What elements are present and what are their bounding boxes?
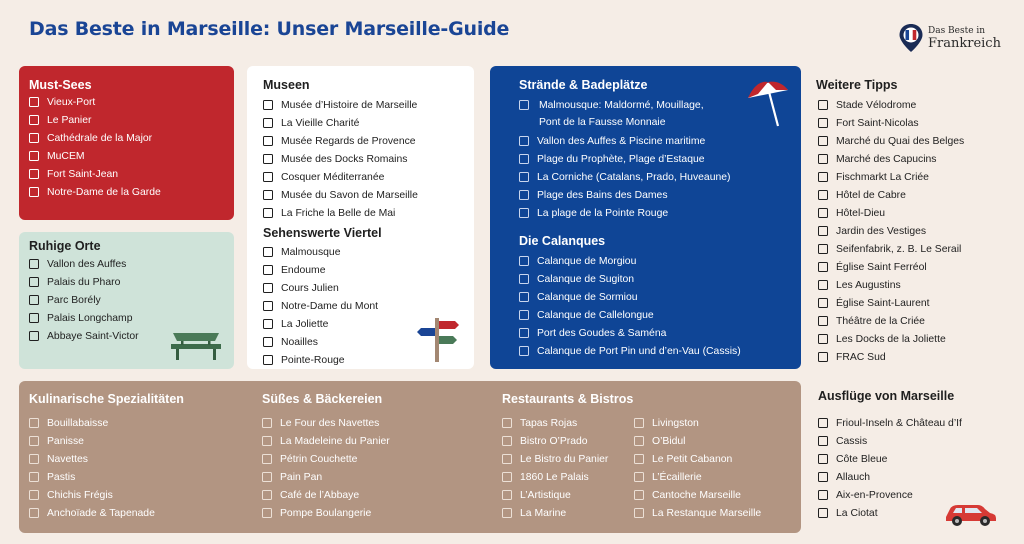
checkbox[interactable] xyxy=(263,319,273,329)
checklist-item[interactable] xyxy=(29,93,161,111)
checklist-item[interactable] xyxy=(519,288,741,306)
checklist-item-label: Vallon des Auffes & Piscine maritime xyxy=(537,135,706,147)
straende-first-line-1: Malmousque: Maldormé, Mouillage, xyxy=(539,99,704,111)
checklist-item[interactable] xyxy=(818,150,964,168)
checklist-item-label: Musée Regards de Provence xyxy=(281,135,416,147)
checklist-item[interactable] xyxy=(502,486,608,504)
checklist-item[interactable] xyxy=(263,114,418,132)
straende-first-item xyxy=(519,96,704,132)
checklist-item-label: Palais Longchamp xyxy=(47,312,133,324)
checkbox[interactable] xyxy=(29,115,39,125)
checkbox[interactable] xyxy=(818,436,828,446)
checklist-item[interactable] xyxy=(262,468,390,486)
checkbox[interactable] xyxy=(818,190,828,200)
ausfluege-heading: Ausflüge von Marseille xyxy=(818,389,955,403)
checkbox[interactable] xyxy=(263,265,273,275)
checkbox[interactable] xyxy=(519,328,529,338)
checklist-item[interactable] xyxy=(818,348,964,366)
checkbox[interactable] xyxy=(634,436,644,446)
checkbox[interactable] xyxy=(262,454,272,464)
checklist-item[interactable] xyxy=(29,468,155,486)
checklist-item[interactable] xyxy=(519,270,741,288)
checklist-item[interactable] xyxy=(519,324,741,342)
france-map-pin-icon xyxy=(898,23,924,53)
checkbox[interactable] xyxy=(29,187,39,197)
checklist-item-label: Plage des Bains des Dames xyxy=(537,189,668,201)
checklist-item-label: Fischmarkt La Criée xyxy=(836,171,929,183)
checkbox[interactable] xyxy=(818,262,828,272)
checklist-item-label: Pompe Boulangerie xyxy=(280,507,372,519)
checkbox[interactable] xyxy=(263,355,273,365)
checklist-item[interactable] xyxy=(818,114,964,132)
checkbox[interactable] xyxy=(502,454,512,464)
checklist-item-label: Le Four des Navettes xyxy=(280,417,380,429)
checklist-item[interactable] xyxy=(29,450,155,468)
checklist-item-label: Le Bistro du Panier xyxy=(520,453,609,465)
checklist-item-label: Marché des Capucins xyxy=(836,153,937,165)
checklist-item[interactable] xyxy=(29,309,139,327)
checklist-item[interactable] xyxy=(519,306,741,324)
checkbox[interactable] xyxy=(263,247,273,257)
checkbox[interactable] xyxy=(262,436,272,446)
checklist-item-label: Pain Pan xyxy=(280,471,323,483)
checklist-item-label: Pétrin Couchette xyxy=(280,453,358,465)
checklist-item-label: Calanque de Sormiou xyxy=(537,291,638,303)
checklist-item[interactable] xyxy=(263,279,378,297)
restaurants-heading: Restaurants & Bistros xyxy=(502,392,634,406)
checklist-item[interactable] xyxy=(29,111,161,129)
checklist-item-label: Bouillabaisse xyxy=(47,417,109,429)
checkbox[interactable] xyxy=(29,454,39,464)
checklist-item[interactable] xyxy=(634,432,761,450)
checklist-item[interactable] xyxy=(818,486,962,504)
checklist-item-label: Pointe-Rouge xyxy=(281,354,345,366)
checklist-item[interactable] xyxy=(818,258,964,276)
checklist-item-label: Noailles xyxy=(281,336,318,348)
checklist-item[interactable] xyxy=(634,414,761,432)
checklist-item[interactable] xyxy=(818,222,964,240)
checkbox[interactable] xyxy=(519,310,529,320)
checklist-item-label: Endoume xyxy=(281,264,326,276)
ausfluege-list xyxy=(818,414,962,522)
checkbox[interactable] xyxy=(263,154,273,164)
checklist-item-label: Calanque de Port Pin und d’en-Vau (Cassis) xyxy=(537,345,741,357)
checklist-item-label: Livingston xyxy=(652,417,699,429)
checklist-item-label: Marché du Quai des Belges xyxy=(836,135,965,147)
suesses-heading: Süßes & Bäckereien xyxy=(262,392,383,406)
checkbox[interactable] xyxy=(818,244,828,254)
checklist-item[interactable] xyxy=(519,186,731,204)
checklist-item-label: Fort Saint-Jean xyxy=(47,168,119,180)
checklist-item[interactable] xyxy=(818,450,962,468)
checkbox[interactable] xyxy=(29,418,39,428)
checkbox[interactable] xyxy=(263,190,273,200)
checkbox[interactable] xyxy=(263,172,273,182)
checklist-item-label: Notre-Dame du Mont xyxy=(281,300,379,312)
checklist-item-label: Fort Saint-Nicolas xyxy=(836,117,919,129)
checkbox[interactable] xyxy=(519,274,529,284)
checklist-item-label: La Madeleine du Panier xyxy=(280,435,390,447)
checklist-item-label: Musée des Docks Romains xyxy=(281,153,408,165)
weitere-tipps-section xyxy=(816,66,1016,366)
checkbox[interactable] xyxy=(818,316,828,326)
checkbox[interactable] xyxy=(519,346,529,356)
checklist-item-label: Cours Julien xyxy=(281,282,339,294)
checkbox[interactable] xyxy=(818,100,828,110)
checklist-item-label: Côte Bleue xyxy=(836,453,888,465)
checklist-item[interactable] xyxy=(263,261,378,279)
checklist-item[interactable] xyxy=(818,312,964,330)
checklist-item-label: La Vieille Charité xyxy=(281,117,360,129)
checklist-item[interactable] xyxy=(29,129,161,147)
checklist-item-label: Jardin des Vestiges xyxy=(836,225,927,237)
checkbox[interactable] xyxy=(29,259,39,269)
checklist-item[interactable] xyxy=(263,204,418,222)
checklist-item-label: L’Écaillerie xyxy=(652,471,702,483)
checkbox[interactable] xyxy=(818,280,828,290)
checkbox[interactable] xyxy=(519,154,529,164)
park-bench-icon xyxy=(167,329,225,361)
checklist-item[interactable] xyxy=(262,486,390,504)
checklist-item-label: 1860 Le Palais xyxy=(520,471,589,483)
checklist-item[interactable] xyxy=(29,432,155,450)
must-sees-list xyxy=(29,93,161,201)
checklist-item[interactable] xyxy=(634,504,761,522)
straende-first-line-2: Pont de la Fausse Monnaie xyxy=(539,117,666,128)
checkbox[interactable] xyxy=(818,118,828,128)
checklist-item-label: Cassis xyxy=(836,435,868,447)
checklist-item-label: Les Augustins xyxy=(836,279,901,291)
checklist-item[interactable] xyxy=(502,468,608,486)
page-title: Das Beste in Marseille: Unser Marseille-Guide xyxy=(29,18,510,40)
checklist-item-label: Calanque de Sugiton xyxy=(537,273,635,285)
checkbox[interactable] xyxy=(29,97,39,107)
checkbox[interactable] xyxy=(263,283,273,293)
checklist-item-label: Le Petit Cabanon xyxy=(652,453,733,465)
logo-line-2: Frankreich xyxy=(928,36,1001,51)
checkbox[interactable] xyxy=(818,490,828,500)
checklist-item[interactable] xyxy=(263,333,378,351)
checkbox[interactable] xyxy=(519,172,529,182)
checkbox[interactable] xyxy=(502,436,512,446)
viertel-heading: Sehenswerte Viertel xyxy=(263,226,382,240)
checkbox[interactable] xyxy=(519,190,529,200)
checklist-item-label: Notre-Dame de la Garde xyxy=(47,186,161,198)
straende-heading: Strände & Badeplätze xyxy=(519,78,648,92)
checklist-item[interactable] xyxy=(818,504,962,522)
checklist-item-label: La Ciotat xyxy=(836,507,878,519)
checkbox[interactable] xyxy=(263,208,273,218)
checklist-item-label: Les Docks de la Joliette xyxy=(836,333,946,345)
checkbox[interactable] xyxy=(818,226,828,236)
checklist-item-label: L’Artistique xyxy=(520,489,571,501)
checklist-item-label: Tapas Rojas xyxy=(520,417,578,429)
checklist-item[interactable] xyxy=(263,168,418,186)
checklist-item[interactable] xyxy=(502,432,608,450)
checklist-item-label: Café de l’Abbaye xyxy=(280,489,360,501)
checklist-item-label: Vallon des Auffes xyxy=(47,258,127,270)
checklist-item-label: Pastis xyxy=(47,471,76,483)
weitere-heading: Weitere Tipps xyxy=(816,78,898,92)
checklist-item[interactable] xyxy=(262,414,390,432)
beach-umbrella-icon xyxy=(744,76,792,128)
checklist-item-label: Calanque de Morgiou xyxy=(537,255,637,267)
checkbox[interactable] xyxy=(263,100,273,110)
calanques-heading: Die Calanques xyxy=(519,234,606,248)
checklist-item-label: Plage du Prophète, Plage d’Estaque xyxy=(537,153,705,165)
checklist-item-label: La plage de la Pointe Rouge xyxy=(537,207,669,219)
checkbox[interactable] xyxy=(29,169,39,179)
checklist-item[interactable] xyxy=(263,297,378,315)
checklist-item-label: Église Saint-Laurent xyxy=(836,297,930,309)
checklist-item-label: Hôtel-Dieu xyxy=(836,207,886,219)
checklist-item-label: Aix-en-Provence xyxy=(836,489,913,501)
checkbox[interactable] xyxy=(634,490,644,500)
checkbox[interactable] xyxy=(29,508,39,518)
logo-line-1: Das Beste in xyxy=(928,26,986,36)
checkbox[interactable] xyxy=(818,172,828,182)
checklist-item[interactable] xyxy=(263,315,378,333)
checkbox[interactable] xyxy=(818,154,828,164)
checklist-item[interactable] xyxy=(502,504,608,522)
ruhige-orte-list xyxy=(29,255,139,345)
checklist-item-label: Musée d’Histoire de Marseille xyxy=(281,99,418,111)
checklist-item-label: Parc Borély xyxy=(47,294,101,306)
checklist-item-label: Cosquer Méditerranée xyxy=(281,171,385,183)
checklist-item-label: Stade Vélodrome xyxy=(836,99,917,111)
checkbox[interactable] xyxy=(29,436,39,446)
checklist-item-label: La Corniche (Catalans, Prado, Huveaune) xyxy=(537,171,731,183)
checklist-item[interactable] xyxy=(29,291,139,309)
checklist-item[interactable] xyxy=(29,165,161,183)
checklist-item-label: O’Bidul xyxy=(652,435,686,447)
checklist-item[interactable] xyxy=(29,255,139,273)
checkbox[interactable] xyxy=(502,472,512,482)
checklist-item-label: Palais du Pharo xyxy=(47,276,121,288)
checkbox[interactable] xyxy=(29,313,39,323)
checkbox[interactable] xyxy=(519,100,529,110)
must-sees-card xyxy=(19,66,234,220)
checklist-item-label: Cathédrale de la Major xyxy=(47,132,153,144)
kulinarisch-heading: Kulinarische Spezialitäten xyxy=(29,392,184,406)
museen-list xyxy=(263,96,418,222)
checkbox[interactable] xyxy=(634,454,644,464)
checklist-item-label: Allauch xyxy=(836,471,871,483)
checklist-item-label: Panisse xyxy=(47,435,84,447)
checkbox[interactable] xyxy=(519,136,529,146)
checkbox[interactable] xyxy=(262,490,272,500)
museen-heading: Museen xyxy=(263,78,310,92)
checklist-item[interactable] xyxy=(634,468,761,486)
checklist-item-label: Bistro O’Prado xyxy=(520,435,588,447)
checklist-item[interactable] xyxy=(262,450,390,468)
logo[interactable] xyxy=(898,20,1001,56)
checklist-item-label: FRAC Sud xyxy=(836,351,886,363)
checklist-item-label: Navettes xyxy=(47,453,89,465)
suesses-list xyxy=(262,414,390,522)
weitere-list xyxy=(818,96,964,366)
checkbox[interactable] xyxy=(818,208,828,218)
checklist-item[interactable] xyxy=(29,327,139,345)
checkbox[interactable] xyxy=(519,208,529,218)
checkbox[interactable] xyxy=(502,418,512,428)
checklist-item[interactable] xyxy=(519,150,731,168)
ruhige-orte-heading: Ruhige Orte xyxy=(29,239,101,253)
checklist-item-label: La Joliette xyxy=(281,318,329,330)
checkbox[interactable] xyxy=(634,418,644,428)
checklist-item[interactable] xyxy=(818,132,964,150)
checklist-item-label: Anchoïade & Tapenade xyxy=(47,507,155,519)
checklist-item-label: Théâtre de la Criée xyxy=(836,315,925,327)
checkbox[interactable] xyxy=(262,508,272,518)
checklist-item-label: Hôtel de Cabre xyxy=(836,189,906,201)
checkbox[interactable] xyxy=(29,331,39,341)
calanques-list xyxy=(519,252,741,360)
checklist-item-label: Calanque de Callelongue xyxy=(537,309,654,321)
checkbox[interactable] xyxy=(29,472,39,482)
checkbox[interactable] xyxy=(818,334,828,344)
checklist-item[interactable] xyxy=(29,183,161,201)
checkbox[interactable] xyxy=(29,133,39,143)
checklist-item-label: Musée du Savon de Marseille xyxy=(281,189,418,201)
restaurants-list-col2 xyxy=(634,414,761,522)
checklist-item[interactable] xyxy=(29,273,139,291)
checklist-item[interactable] xyxy=(29,486,155,504)
checklist-item[interactable] xyxy=(263,186,418,204)
must-sees-heading: Must-Sees xyxy=(29,78,92,92)
checklist-item-label: La Restanque Marseille xyxy=(652,507,762,519)
checklist-item-label: Cantoche Marseille xyxy=(652,489,741,501)
checklist-item[interactable] xyxy=(634,486,761,504)
checklist-item[interactable] xyxy=(818,294,964,312)
checklist-item[interactable] xyxy=(818,432,962,450)
checklist-item[interactable] xyxy=(29,504,155,522)
checklist-item[interactable] xyxy=(818,240,964,258)
checklist-item[interactable] xyxy=(502,450,608,468)
checkbox[interactable] xyxy=(634,472,644,482)
checklist-item[interactable] xyxy=(519,168,731,186)
checklist-item-label: Seifenfabrik, z. B. Le Serail xyxy=(836,243,962,255)
checkbox[interactable] xyxy=(29,490,39,500)
straende-calanques-card xyxy=(490,66,801,369)
checklist-item-label: Port des Goudes & Saména xyxy=(537,327,667,339)
viertel-list xyxy=(263,243,378,369)
checkbox[interactable] xyxy=(263,301,273,311)
checkbox[interactable] xyxy=(818,418,828,428)
checklist-item[interactable] xyxy=(519,204,731,222)
signpost-icon xyxy=(415,316,461,362)
checkbox[interactable] xyxy=(818,472,828,482)
checkbox[interactable] xyxy=(263,136,273,146)
checklist-item[interactable] xyxy=(818,468,962,486)
checklist-item[interactable] xyxy=(263,150,418,168)
checkbox[interactable] xyxy=(29,151,39,161)
checklist-item[interactable] xyxy=(818,276,964,294)
car-icon xyxy=(942,499,998,527)
checklist-item-label: La Friche la Belle de Mai xyxy=(281,207,396,219)
checkbox[interactable] xyxy=(519,256,529,266)
checklist-item[interactable] xyxy=(263,243,378,261)
checklist-item-label: Abbaye Saint-Victor xyxy=(47,330,139,342)
checkbox[interactable] xyxy=(29,277,39,287)
checklist-item[interactable] xyxy=(818,168,964,186)
checklist-item[interactable] xyxy=(262,504,390,522)
checklist-item[interactable] xyxy=(502,414,608,432)
checklist-item-label: Frioul-Inseln & Château d’If xyxy=(836,417,962,429)
checkbox[interactable] xyxy=(634,508,644,518)
checklist-item[interactable] xyxy=(818,330,964,348)
checklist-item[interactable] xyxy=(263,132,418,150)
checkbox[interactable] xyxy=(818,508,828,518)
checkbox[interactable] xyxy=(262,418,272,428)
checklist-item[interactable] xyxy=(818,414,962,432)
checklist-item[interactable] xyxy=(29,147,161,165)
ausfluege-section xyxy=(816,381,1016,533)
checkbox[interactable] xyxy=(29,295,39,305)
checklist-item[interactable] xyxy=(818,204,964,222)
checkbox[interactable] xyxy=(818,136,828,146)
checkbox[interactable] xyxy=(818,454,828,464)
checklist-item[interactable] xyxy=(519,252,741,270)
checklist-item[interactable] xyxy=(634,450,761,468)
checklist-item-label: MuCEM xyxy=(47,150,85,162)
food-card xyxy=(19,381,801,533)
checklist-item[interactable] xyxy=(263,351,378,369)
checklist-item[interactable] xyxy=(818,186,964,204)
checklist-item-label: Chichis Frégis xyxy=(47,489,113,501)
checklist-item[interactable] xyxy=(263,96,418,114)
checklist-item[interactable] xyxy=(519,132,731,150)
checklist-item-label: Église Saint Ferréol xyxy=(836,261,927,273)
checklist-item-label: La Marine xyxy=(520,507,567,519)
checkbox[interactable] xyxy=(502,490,512,500)
checklist-item-label: Le Panier xyxy=(47,114,92,126)
checkbox[interactable] xyxy=(262,472,272,482)
checklist-item[interactable] xyxy=(29,414,155,432)
kulinarisch-list xyxy=(29,414,155,522)
straende-list xyxy=(519,132,731,222)
checkbox[interactable] xyxy=(519,292,529,302)
checklist-item[interactable] xyxy=(262,432,390,450)
checklist-item-label: Vieux-Port xyxy=(47,96,96,108)
checklist-item-label: Malmousque xyxy=(281,246,341,258)
restaurants-list-col1 xyxy=(502,414,608,522)
checkbox[interactable] xyxy=(263,337,273,347)
checkbox[interactable] xyxy=(818,352,828,362)
museen-viertel-card xyxy=(247,66,474,369)
ruhige-orte-card xyxy=(19,232,234,369)
checkbox[interactable] xyxy=(502,508,512,518)
checklist-item[interactable] xyxy=(818,96,964,114)
checklist-item[interactable] xyxy=(519,342,741,360)
checkbox[interactable] xyxy=(263,118,273,128)
checkbox[interactable] xyxy=(818,298,828,308)
